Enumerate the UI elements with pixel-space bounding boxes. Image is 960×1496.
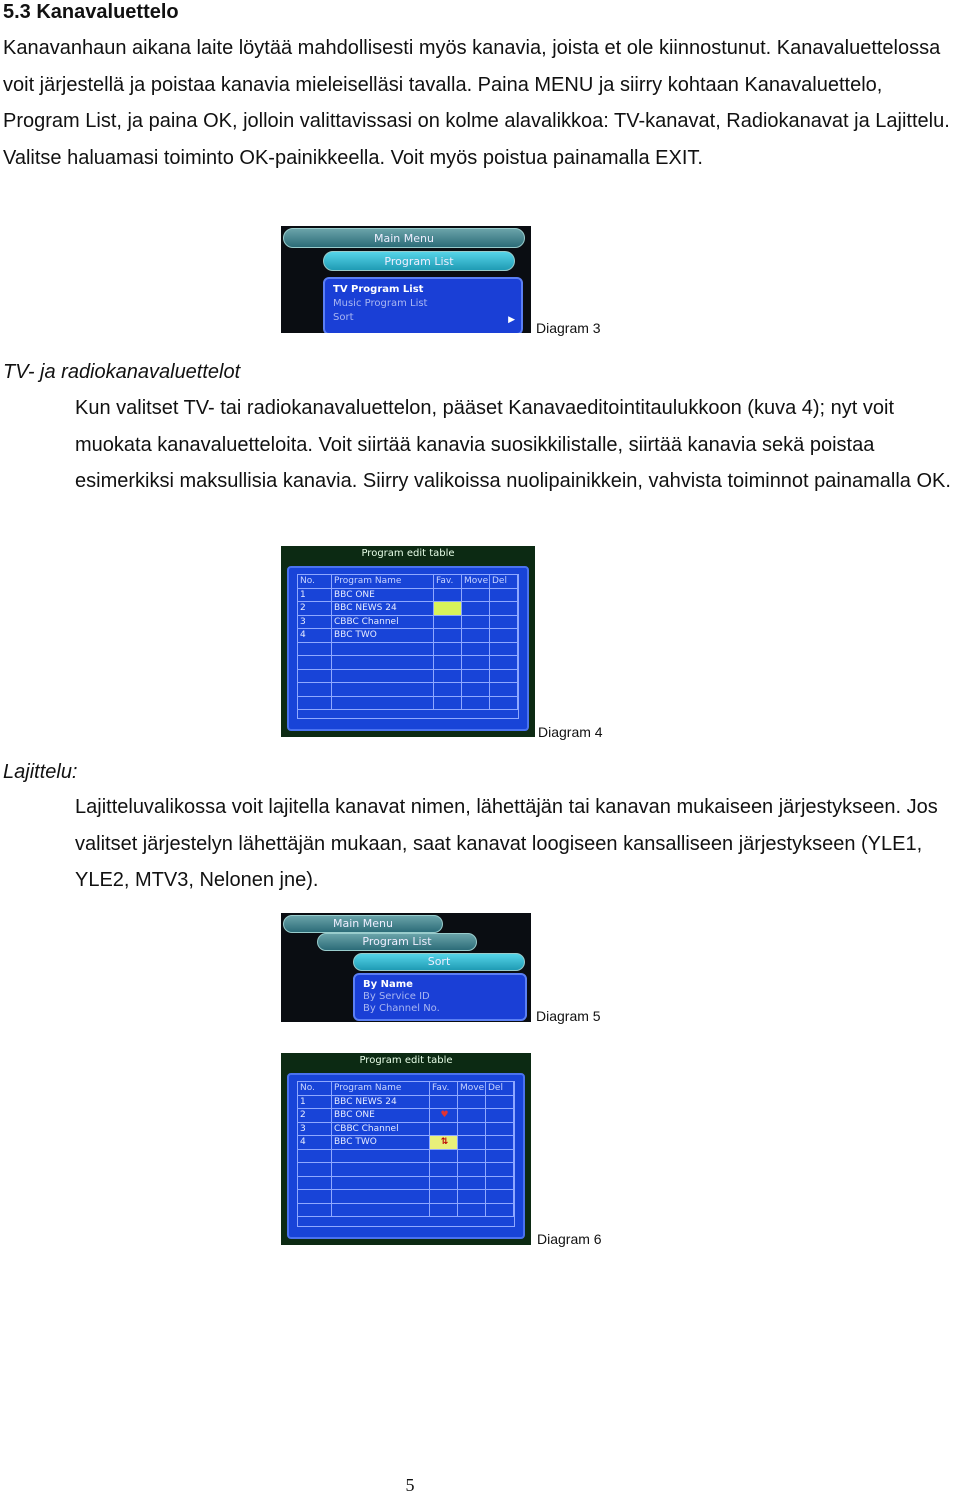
fav-cell — [434, 629, 462, 643]
row-no: 1 — [298, 589, 332, 603]
diagram-4-screenshot — [281, 546, 535, 737]
col-header-no: No. — [298, 1082, 332, 1096]
diagram-4-caption: Diagram 4 — [538, 724, 603, 740]
row-no: 3 — [298, 616, 332, 630]
col-header-name: Program Name — [332, 575, 434, 589]
sort-submenu — [353, 973, 527, 1021]
move-cell — [462, 616, 490, 630]
col-header-move: Move — [458, 1082, 486, 1096]
col-header-move: Move — [462, 575, 490, 589]
row-name: CBBC Channel — [332, 616, 434, 630]
diagram-5-screenshot — [281, 913, 531, 1022]
section-sort-text: Lajitteluvalikossa voit lajitella kanavat nimen, lähettäjän tai kanavan mukaiseen järjestykseen. Jos valitset järjestelyn lähettäjän mukaan, saat kanavat loogiseen kansalliseen järjestykseen (YLE1, YLE2, MTV3, Nelonen jne). — [75, 796, 938, 891]
col-header-del: Del — [490, 575, 518, 589]
main-menu-bar: Main Menu — [283, 228, 525, 248]
submenu-arrow-icon: ▶ — [508, 315, 515, 325]
menu-item-tv-program-list: TV Program List — [333, 284, 424, 295]
del-cell — [486, 1136, 514, 1150]
program-list-bar: Program List — [323, 251, 515, 271]
col-header-fav: Fav. — [430, 1082, 458, 1096]
fav-cell — [434, 589, 462, 603]
diagram-5-caption: Diagram 5 — [536, 1008, 601, 1024]
del-cell — [490, 616, 518, 630]
fav-cell — [434, 616, 462, 630]
sort-bar: Sort — [353, 953, 525, 971]
col-header-del: Del — [486, 1082, 514, 1096]
move-arrows-icon: ⇅ — [430, 1136, 458, 1150]
del-cell — [490, 602, 518, 616]
sort-option-by-name: By Name — [363, 979, 413, 990]
row-no: 2 — [298, 1109, 332, 1123]
diagram-3-screenshot — [281, 226, 531, 333]
move-cell — [462, 629, 490, 643]
col-header-fav: Fav. — [434, 575, 462, 589]
fav-cell — [430, 1096, 458, 1110]
col-header-no: No. — [298, 575, 332, 589]
move-cell — [458, 1136, 486, 1150]
fav-highlight-cell — [434, 602, 462, 616]
row-name: BBC NEWS 24 — [332, 602, 434, 616]
move-cell — [462, 602, 490, 616]
diagram-6-caption: Diagram 6 — [537, 1231, 602, 1247]
fav-cell — [430, 1123, 458, 1137]
menu-item-sort: Sort — [333, 312, 354, 323]
intro-paragraph: Kanavanhaun aikana laite löytää mahdollisesti myös kanavia, joista et ole kiinnostunut. Kanavaluettelossa voit järjestellä ja poistaa kanavia mieleiselläsi tavalla. Paina MENU ja siirry kohtaan Kanavaluettelo, Program List, ja paina OK, jolloin valittavissasi on kolme alavalikkoa: TV-kanavat, Radiokanavat ja Lajittelu. Valitse haluamasi toiminto OK-painikkeella. Voit myös poistua painamalla EXIT. — [3, 37, 950, 169]
main-menu-bar: Main Menu — [283, 915, 443, 933]
favorite-heart-icon: ♥ — [430, 1109, 458, 1123]
row-name: BBC ONE — [332, 1109, 430, 1123]
row-name: CBBC Channel — [332, 1123, 430, 1137]
row-no: 4 — [298, 1136, 332, 1150]
move-cell — [458, 1096, 486, 1110]
program-list-bar: Program List — [317, 933, 477, 951]
row-name: BBC NEWS 24 — [332, 1096, 430, 1110]
section-sort-title: Lajittelu: — [3, 761, 78, 783]
row-name: BBC TWO — [332, 1136, 430, 1150]
section-heading: 5.3 Kanavaluettelo — [3, 1, 179, 23]
del-cell — [490, 589, 518, 603]
row-no: 4 — [298, 629, 332, 643]
sort-option-by-channel-no: By Channel No. — [363, 1003, 440, 1014]
diagram-6-screenshot — [281, 1053, 531, 1245]
section-tv-text: Kun valitset TV- tai radiokanavaluettelon, pääset Kanavaeditointitaulukkoon (kuva 4); nyt voit muokata kanavaluetteloita. Voit siirtää kanavia suosikkilistalle, siirtää kanavia sekä poistaa esimerkiksi maksullisia kanavia. Siirry valikoissa nuolipainikkein, vahvista toiminnot painamalla OK. — [75, 397, 951, 492]
col-header-name: Program Name — [332, 1082, 430, 1096]
program-edit-grid — [297, 1081, 515, 1227]
page-number: 5 — [405, 1475, 415, 1495]
section-tv-title: TV- ja radiokanavaluettelot — [3, 361, 241, 383]
del-cell — [490, 629, 518, 643]
program-edit-table-title: Program edit table — [359, 1055, 453, 1066]
del-cell — [486, 1123, 514, 1137]
row-name: BBC TWO — [332, 629, 434, 643]
diagram-3-caption: Diagram 3 — [536, 320, 601, 336]
row-no: 1 — [298, 1096, 332, 1110]
del-cell — [486, 1096, 514, 1110]
move-cell — [458, 1109, 486, 1123]
row-no: 3 — [298, 1123, 332, 1137]
program-edit-table — [287, 1073, 525, 1239]
program-edit-table — [287, 566, 529, 731]
program-edit-table-title: Program edit table — [361, 548, 455, 559]
del-cell — [486, 1109, 514, 1123]
move-cell — [458, 1123, 486, 1137]
program-edit-grid — [297, 574, 519, 719]
program-list-submenu — [323, 277, 523, 333]
row-name: BBC ONE — [332, 589, 434, 603]
move-cell — [462, 589, 490, 603]
menu-item-music-program-list: Music Program List — [333, 298, 428, 309]
row-no: 2 — [298, 602, 332, 616]
sort-option-by-service-id: By Service ID — [363, 991, 430, 1002]
